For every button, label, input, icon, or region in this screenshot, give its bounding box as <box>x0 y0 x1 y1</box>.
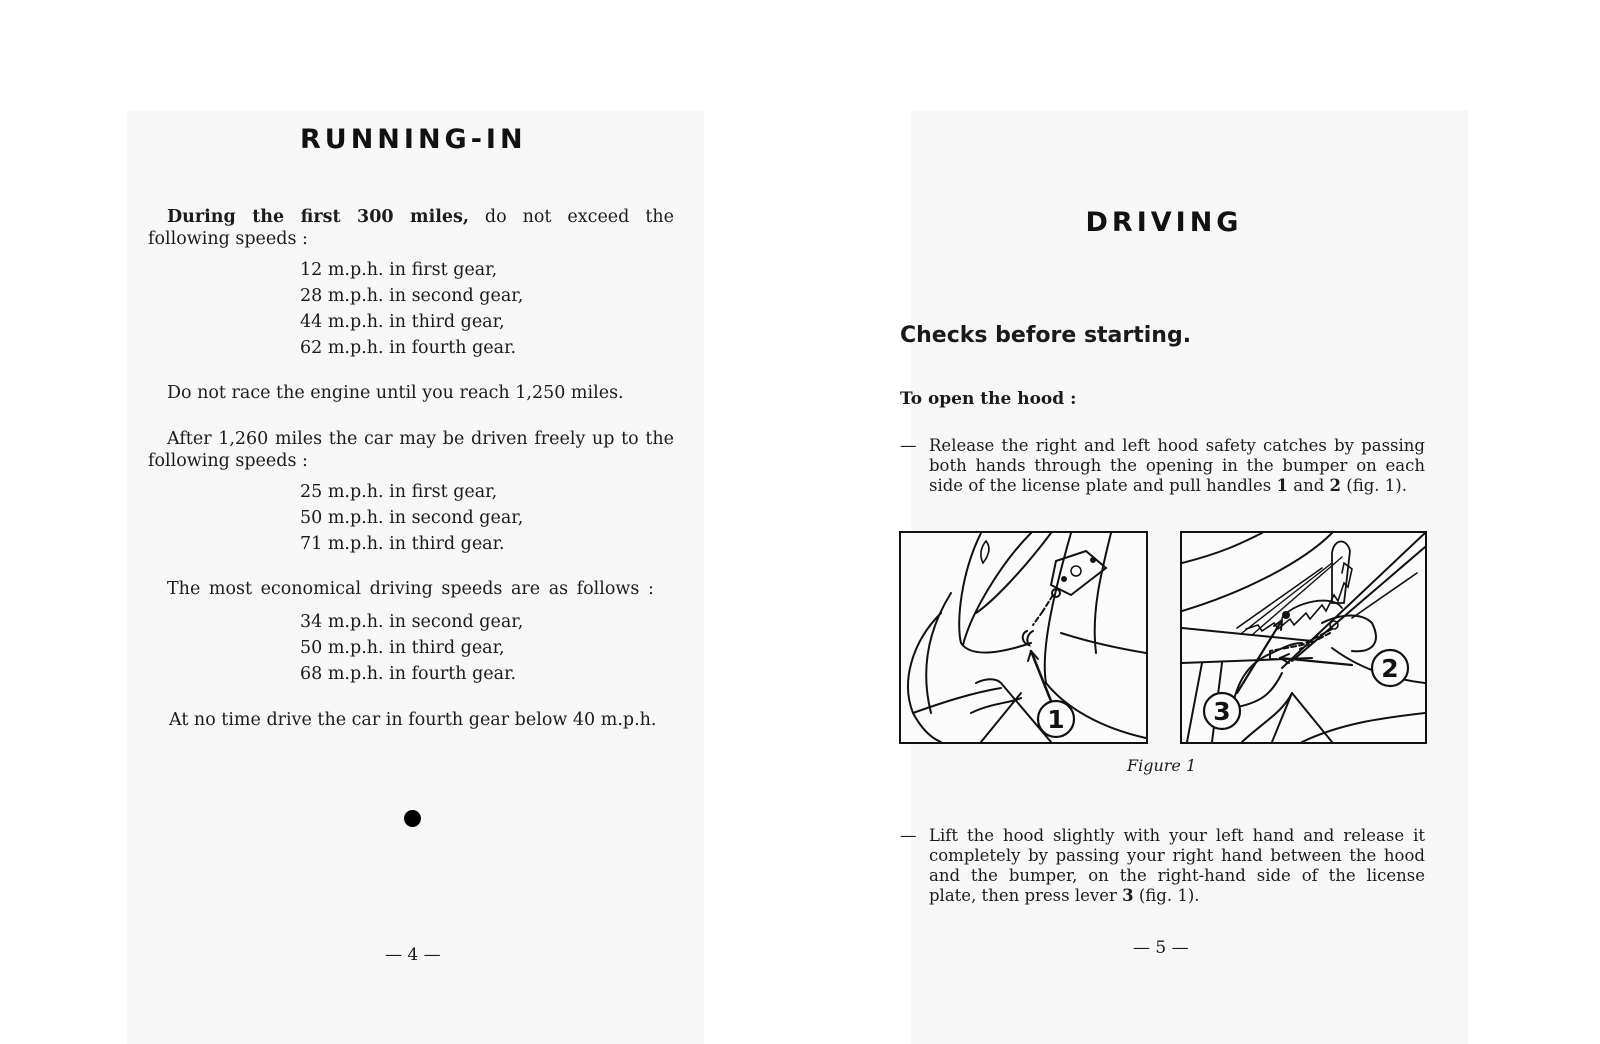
fourth-gear-note: At no time drive the car in fourth gear below 40 m.p.h. <box>169 710 657 730</box>
left-page <box>127 110 704 1044</box>
running-in-speed-list <box>300 257 523 361</box>
speed-item: 71 m.p.h. in third gear. <box>300 534 505 554</box>
section-heading: Checks before starting. <box>900 323 1192 348</box>
free-speed-list <box>300 479 523 557</box>
bullet-dot-ornament <box>404 810 421 827</box>
step-text-part: and <box>1288 476 1330 495</box>
hood-lever-illustration <box>1182 533 1425 742</box>
callout-2-label: 2 <box>1381 654 1399 683</box>
callout-3-label: 3 <box>1213 697 1231 726</box>
callout-1-label: 1 <box>1047 705 1065 734</box>
lever-ref-3: 3 <box>1122 886 1134 905</box>
after-1260-miles-paragraph: After 1,260 miles the car may be driven freely up to the following speeds : <box>148 429 674 471</box>
step-text <box>929 436 1425 496</box>
step-dash: — <box>900 436 917 455</box>
step-dash: — <box>900 826 917 845</box>
speed-item: 12 m.p.h. in first gear, <box>300 260 498 280</box>
speed-item: 34 m.p.h. in second gear, <box>300 612 524 632</box>
running-in-title: RUNNING-IN <box>300 124 527 155</box>
economical-speed-list <box>300 609 523 687</box>
figure-panel-right <box>1180 531 1427 744</box>
figure-panel-left <box>899 531 1148 744</box>
first-300-miles-bold: During the first 300 miles, <box>167 207 469 227</box>
speed-item: 28 m.p.h. in second gear, <box>300 286 524 306</box>
speed-item: 25 m.p.h. in first gear, <box>300 482 498 502</box>
driving-title: DRIVING <box>1085 207 1243 238</box>
step-text-part: (fig. 1). <box>1341 476 1407 495</box>
step-text-part: (fig. 1). <box>1133 886 1200 905</box>
page-number-right: — 5 — <box>1133 938 1189 958</box>
handle-ref-2: 2 <box>1329 476 1342 495</box>
hood-catch-illustration <box>901 533 1146 742</box>
step-release-catches <box>900 436 1425 496</box>
speed-item: 44 m.p.h. in third gear, <box>300 312 505 332</box>
step-lift-hood <box>900 826 1425 906</box>
speed-item: 50 m.p.h. in third gear, <box>300 638 505 658</box>
handle-ref-1: 1 <box>1276 476 1288 495</box>
page-number-left: — 4 — <box>385 945 441 965</box>
first-300-miles-rest: do not exceed the following speeds : <box>148 207 674 249</box>
speed-item: 68 m.p.h. in fourth gear. <box>300 664 517 684</box>
step-text <box>929 826 1425 906</box>
subheading-open-hood: To open the hood : <box>900 389 1077 409</box>
figure-caption: Figure 1 <box>1127 756 1197 775</box>
step-text-part: Release the right and left hood safety catches by passing both hands through the opening in the bumper on each side of the license plate and pull handles <box>929 436 1425 495</box>
economical-speeds-note: The most economical driving speeds are as follows : <box>167 579 654 599</box>
race-engine-note: Do not race the engine until you reach 1,250 miles. <box>167 383 624 403</box>
speed-item: 62 m.p.h. in fourth gear. <box>300 338 517 358</box>
speed-item: 50 m.p.h. in second gear, <box>300 508 524 528</box>
first-300-miles-paragraph <box>148 206 674 250</box>
step-text-part: Lift the hood slightly with your left hand and release it completely by passing your right hand between the hood and the bumper, on the right-hand side of the license plate, then press lever <box>929 826 1425 905</box>
